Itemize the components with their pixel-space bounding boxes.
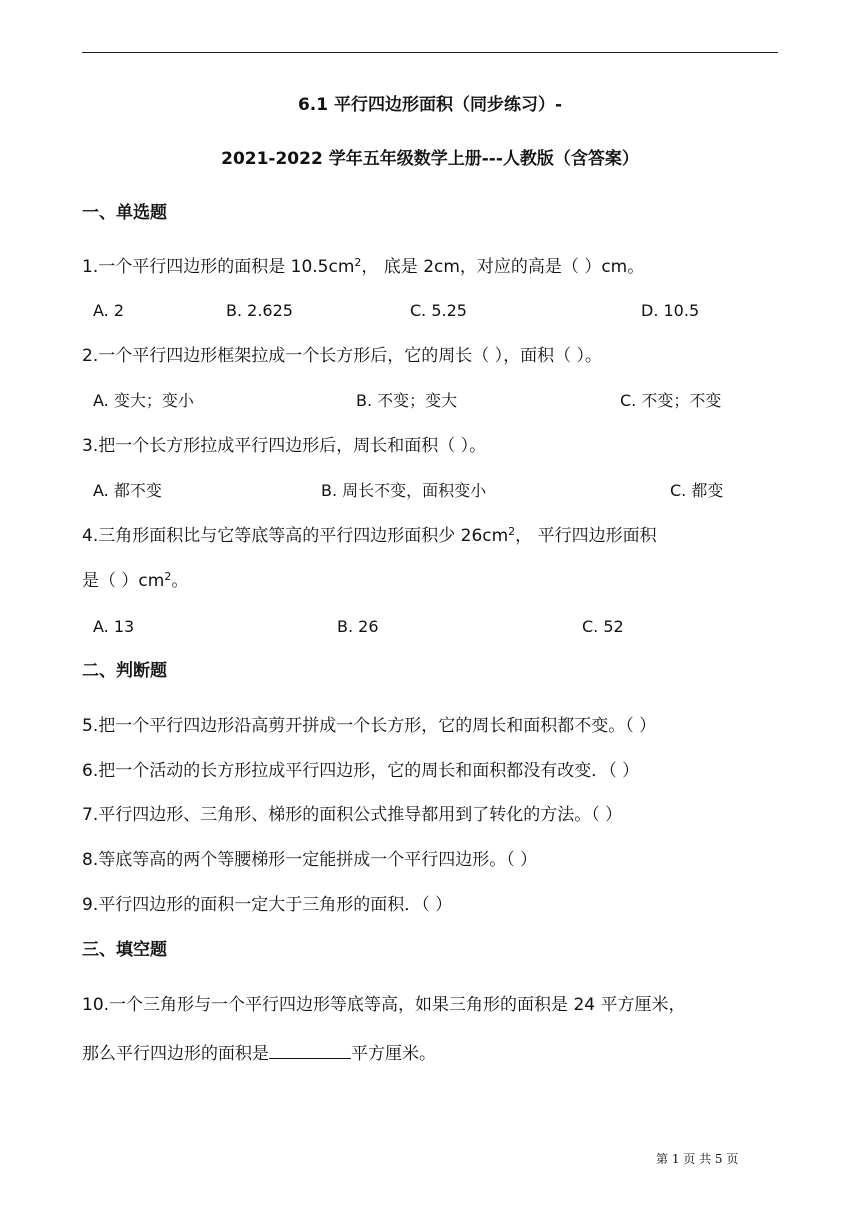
section-heading-fill-in: 三、填空题 xyxy=(82,940,167,960)
q1-option-c: C. 5.25 xyxy=(410,301,467,320)
page-number: 第 1 页 共 5 页 xyxy=(656,1152,739,1166)
q3-option-c: C. 都变 xyxy=(670,481,724,500)
question-4-line-2 xyxy=(82,569,188,593)
q2-option-a: A. 变大；变小 xyxy=(93,391,194,410)
q4-option-b: B. 26 xyxy=(337,617,379,636)
question-10-line-1: 10.一个三角形与一个平行四边形等底等高，如果三角形的面积是 24 平方厘米， xyxy=(82,995,686,1015)
question-4-line2-b: 。 xyxy=(171,571,189,591)
question-1-text-a: 1.一个平行四边形的面积是 10.5cm xyxy=(82,257,355,277)
question-1 xyxy=(82,255,644,279)
section-heading-true-false: 二、判断题 xyxy=(82,661,167,681)
superscript: 2 xyxy=(508,525,516,538)
question-8: 8.等底等高的两个等腰梯形一定能拼成一个平行四边形。（ ） xyxy=(82,850,538,870)
answer-blank[interactable] xyxy=(269,1040,351,1059)
superscript: 2 xyxy=(164,570,172,583)
superscript: 2 xyxy=(354,256,362,269)
section-heading-single-choice: 一、单选题 xyxy=(82,203,167,223)
question-10-line-2 xyxy=(82,1040,436,1066)
title-line-1: 6.1 平行四边形面积（同步练习）- xyxy=(297,95,563,115)
q2-option-b: B. 不变；变大 xyxy=(356,391,458,410)
question-6: 6.把一个活动的长方形拉成平行四边形，它的周长和面积都没有改变．（ ） xyxy=(82,761,640,781)
question-1-text-b: ， 底是 2cm，对应的高是（ ）cm。 xyxy=(361,257,645,277)
question-4-line2-a: 是（ ）cm xyxy=(82,571,165,591)
question-5: 5.把一个平行四边形沿高剪开拼成一个长方形，它的周长和面积都不变。（ ） xyxy=(82,716,657,736)
q4-option-c: C. 52 xyxy=(582,617,624,636)
question-10-line2-a: 那么平行四边形的面积是 xyxy=(82,1044,269,1064)
question-4-text-b: ， 平行四边形面积 xyxy=(515,526,657,546)
question-4-text-a: 4.三角形面积比与它等底等高的平行四边形面积少 26cm xyxy=(82,526,509,546)
q2-option-c: C. 不变；不变 xyxy=(620,391,722,410)
q1-option-a: A. 2 xyxy=(93,301,125,320)
q3-option-b: B. 周长不变，面积变小 xyxy=(321,481,487,500)
title-line-2: 2021-2022 学年五年级数学上册---人教版（含答案） xyxy=(221,149,639,169)
q4-option-a: A. 13 xyxy=(93,617,135,636)
question-7: 7.平行四边形、三角形、梯形的面积公式推导都用到了转化的方法。（ ） xyxy=(82,805,623,825)
q1-option-b: B. 2.625 xyxy=(226,301,293,320)
question-2: 2.一个平行四边形框架拉成一个长方形后，它的周长（ ），面积（ ）。 xyxy=(82,346,603,366)
question-9: 9.平行四边形的面积一定大于三角形的面积．（ ） xyxy=(82,895,453,915)
q1-option-d: D. 10.5 xyxy=(641,301,700,320)
question-3: 3.把一个长方形拉成平行四边形后，周长和面积（ ）。 xyxy=(82,436,487,456)
question-4-line-1 xyxy=(82,524,657,548)
header-rule xyxy=(82,52,778,53)
q3-option-a: A. 都不变 xyxy=(93,481,162,500)
question-10-line2-b: 平方厘米。 xyxy=(351,1044,436,1064)
